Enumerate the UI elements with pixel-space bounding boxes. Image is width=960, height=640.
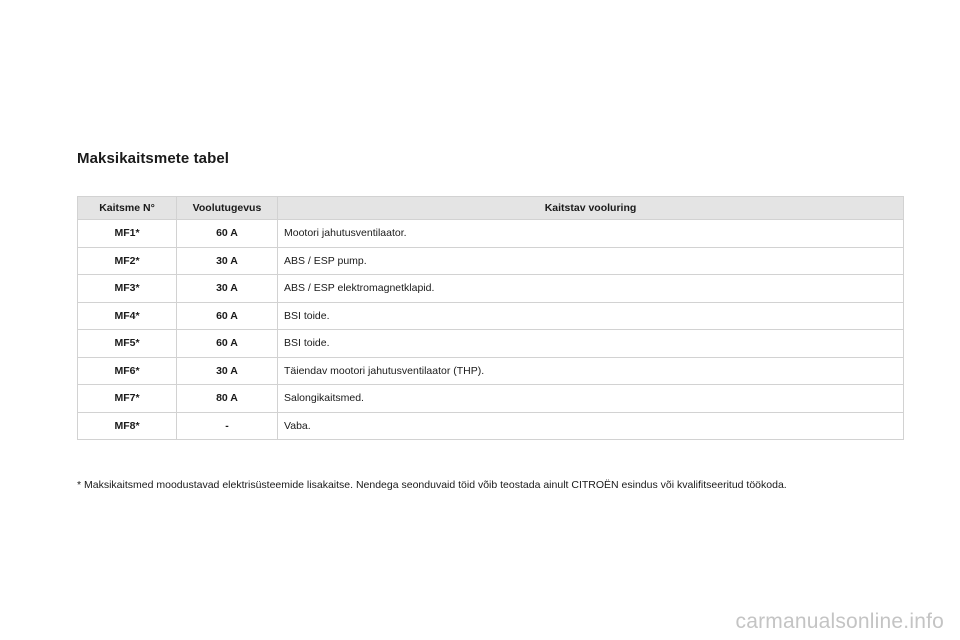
- watermark: carmanualsonline.info: [735, 610, 944, 633]
- page-title: Maksikaitsmete tabel: [77, 150, 230, 167]
- footnote: * Maksikaitsmed moodustavad elektrisüsteemide lisakaitse. Nendega seonduvaid töid võib teostada ainult CITROËN esindus või kvalifitseeritud töökoda.: [77, 479, 787, 491]
- fuse-circuit: Salongikaitsmed.: [278, 385, 904, 413]
- table-row: [78, 302, 904, 330]
- header-protected-circuit: Kaitstav vooluring: [278, 197, 904, 220]
- fuse-amperage: 60 A: [177, 330, 278, 358]
- header-fuse-number: Kaitsme N°: [78, 197, 177, 220]
- fuse-circuit: Vaba.: [278, 412, 904, 440]
- fuse-number: MF3*: [78, 275, 177, 303]
- fuse-circuit: BSI toide.: [278, 302, 904, 330]
- fuse-amperage: -: [177, 412, 278, 440]
- fuse-circuit: ABS / ESP elektromagnetklapid.: [278, 275, 904, 303]
- table-row: [78, 220, 904, 248]
- fuse-amperage: 30 A: [177, 275, 278, 303]
- table-row: [78, 275, 904, 303]
- fuse-amperage: 60 A: [177, 302, 278, 330]
- table-row: [78, 385, 904, 413]
- fuse-number: MF1*: [78, 220, 177, 248]
- fuse-amperage: 60 A: [177, 220, 278, 248]
- table-header-row: [78, 197, 904, 220]
- fuse-number: MF4*: [78, 302, 177, 330]
- table-row: [78, 412, 904, 440]
- fuse-amperage: 30 A: [177, 357, 278, 385]
- table-row: [78, 247, 904, 275]
- fuse-number: MF2*: [78, 247, 177, 275]
- fuse-table: [77, 196, 904, 440]
- fuse-circuit: ABS / ESP pump.: [278, 247, 904, 275]
- fuse-amperage: 80 A: [177, 385, 278, 413]
- header-amperage: Voolutugevus: [177, 197, 278, 220]
- table-row: [78, 330, 904, 358]
- fuse-circuit: BSI toide.: [278, 330, 904, 358]
- fuse-number: MF8*: [78, 412, 177, 440]
- table-row: [78, 357, 904, 385]
- fuse-amperage: 30 A: [177, 247, 278, 275]
- fuse-circuit: Täiendav mootori jahutusventilaator (THP).: [278, 357, 904, 385]
- fuse-number: MF6*: [78, 357, 177, 385]
- fuse-circuit: Mootori jahutusventilaator.: [278, 220, 904, 248]
- fuse-number: MF5*: [78, 330, 177, 358]
- fuse-number: MF7*: [78, 385, 177, 413]
